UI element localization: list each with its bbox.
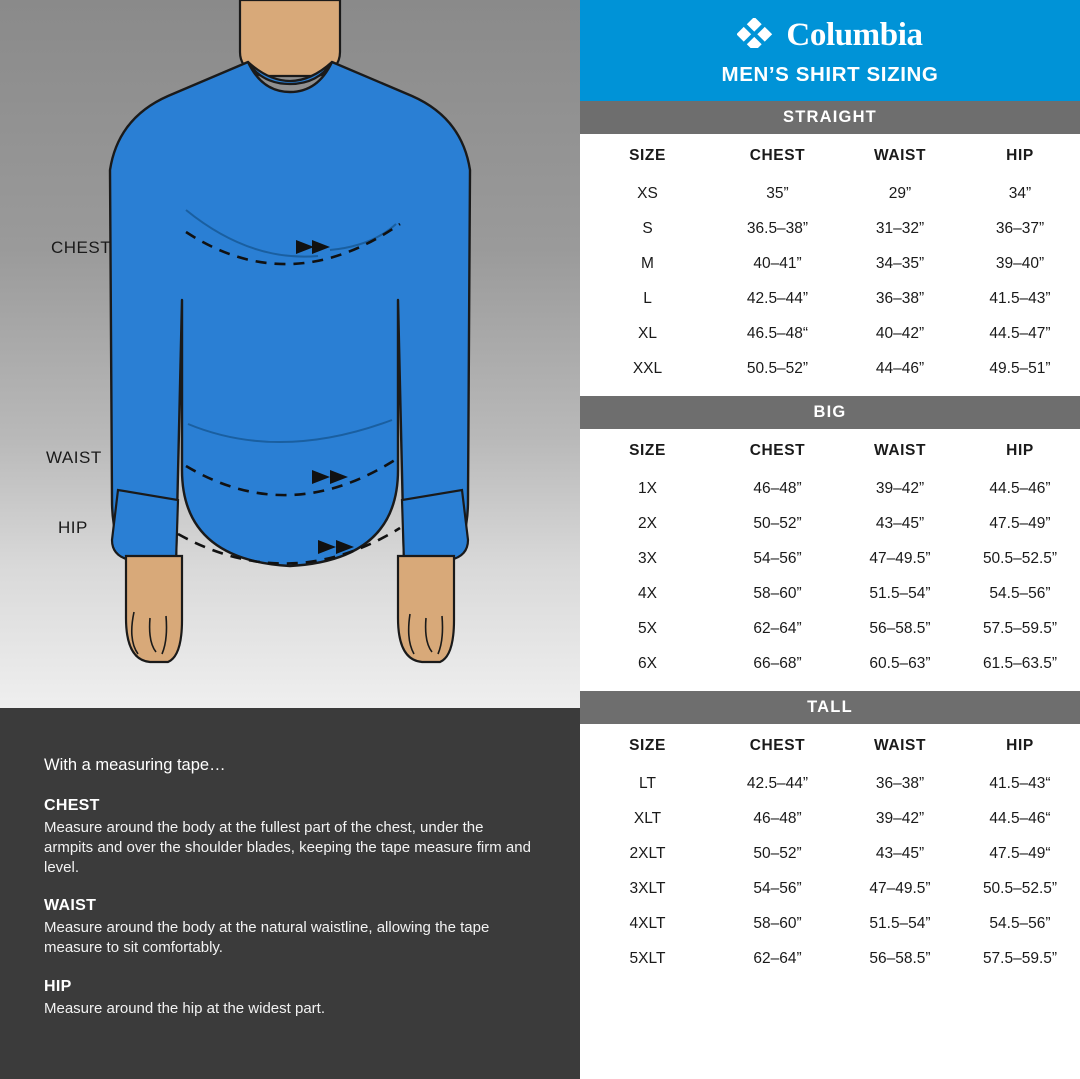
table-row <box>580 941 1080 976</box>
table-tall <box>580 724 1080 976</box>
cell-size: 6X <box>638 654 657 672</box>
chart-subtitle: MEN’S SHIRT SIZING <box>721 63 939 86</box>
table-row <box>580 471 1080 506</box>
cell-size: S <box>642 219 653 237</box>
column-header-waist: WAIST <box>873 442 927 459</box>
column-header-size: SIZE <box>629 737 666 754</box>
cell-waist: 60.5–63” <box>869 654 931 672</box>
cell-chest: 62–64” <box>753 619 802 637</box>
column-header-hip: HIP <box>1006 737 1034 754</box>
instruction-title-chest: CHEST <box>44 797 100 814</box>
waist-measure-label: WAIST <box>46 448 102 467</box>
hip-measure-label: HIP <box>58 518 88 537</box>
cell-hip: 44.5–46“ <box>989 809 1051 827</box>
instruction-title-hip: HIP <box>44 977 72 995</box>
instruction-title-waist: WAIST <box>44 897 97 915</box>
cell-size: 3X <box>638 549 657 567</box>
shirt-figure-svg <box>0 0 580 708</box>
cell-hip: 57.5–59.5” <box>982 619 1058 637</box>
column-header-waist: WAIST <box>873 147 927 164</box>
cell-chest: 50–52” <box>753 844 802 862</box>
table-big-wrap <box>580 429 1080 685</box>
cell-waist: 31–32” <box>875 219 925 237</box>
section-header-tall: TALL <box>580 691 1080 724</box>
cell-hip: 44.5–47” <box>989 324 1051 342</box>
table-row <box>580 541 1080 576</box>
chest-measure-label: CHEST <box>51 238 112 257</box>
brand-header <box>580 0 1080 101</box>
column-header-waist: WAIST <box>873 737 927 754</box>
cell-size: 5XLT <box>629 949 666 967</box>
cell-chest: 62–64” <box>753 949 802 967</box>
brand-name: Columbia <box>786 16 923 53</box>
table-row <box>580 801 1080 836</box>
instruction-text-waist: Measure around the body at the natural waistline, allowing the tape measure to sit comfortably. <box>44 919 490 957</box>
table-straight <box>580 134 1080 386</box>
cell-waist: 44–46” <box>875 359 925 377</box>
section-header-big: BIG <box>580 396 1080 429</box>
cell-hip: 50.5–52.5” <box>982 549 1058 567</box>
cell-size: XXL <box>632 359 663 377</box>
cell-hip: 50.5–52.5” <box>982 879 1058 897</box>
table-row <box>580 506 1080 541</box>
table-row <box>580 766 1080 801</box>
cell-hip: 49.5–51” <box>989 359 1051 377</box>
table-tall-wrap <box>580 724 1080 980</box>
cell-hip: 39–40” <box>995 254 1045 272</box>
column-header-size: SIZE <box>629 147 666 164</box>
instruction-text-chest: Measure around the body at the fullest part of the chest, under the armpits and over the shoulder blades, keeping the tape measure firm and level. <box>44 819 531 876</box>
cell-waist: 36–38” <box>875 774 925 792</box>
table-row <box>580 176 1080 211</box>
cell-size: 2X <box>638 514 657 532</box>
table-header-row <box>580 134 1080 176</box>
cell-waist: 34–35” <box>875 254 925 272</box>
cell-waist: 36–38” <box>875 289 925 307</box>
cell-size: M <box>641 254 654 272</box>
cell-waist: 29” <box>888 184 912 202</box>
column-header-hip: HIP <box>1006 147 1034 164</box>
cell-hip: 54.5–56” <box>989 584 1051 602</box>
cell-chest: 66–68” <box>753 654 802 672</box>
cell-waist: 43–45” <box>875 514 925 532</box>
table-row <box>580 611 1080 646</box>
cell-chest: 54–56” <box>753 879 802 897</box>
table-header-row <box>580 429 1080 471</box>
cell-waist: 51.5–54” <box>869 584 931 602</box>
cell-chest: 42.5–44” <box>746 289 809 307</box>
cell-chest: 50–52” <box>753 514 802 532</box>
table-straight-wrap <box>580 134 1080 390</box>
table-row <box>580 211 1080 246</box>
table-row <box>580 836 1080 871</box>
cell-size: L <box>643 289 652 307</box>
cell-waist: 47–49.5” <box>869 879 931 897</box>
cell-hip: 36–37” <box>995 219 1045 237</box>
cell-size: XLT <box>633 809 662 827</box>
cell-size: LT <box>639 774 656 792</box>
cell-size: 4XLT <box>629 914 666 932</box>
cell-size: XL <box>638 324 657 342</box>
table-header-row <box>580 724 1080 766</box>
table-row <box>580 871 1080 906</box>
section-header-straight: STRAIGHT <box>580 101 1080 134</box>
instruction-text-hip: Measure around the hip at the widest part. <box>44 999 326 1017</box>
cell-chest: 36.5–38” <box>746 219 809 237</box>
column-header-chest: CHEST <box>749 147 806 164</box>
cell-chest: 46–48” <box>753 479 802 497</box>
cell-waist: 39–42” <box>875 479 925 497</box>
column-header-chest: CHEST <box>749 442 806 459</box>
cell-chest: 54–56” <box>753 549 802 567</box>
cell-hip: 41.5–43“ <box>989 774 1051 792</box>
cell-chest: 40–41” <box>753 254 802 272</box>
column-header-hip: HIP <box>1006 442 1034 459</box>
right-panel <box>580 0 1080 1079</box>
columbia-diamond-logo-icon <box>737 18 777 53</box>
cell-chest: 50.5–52” <box>746 359 809 377</box>
measuring-instructions <box>0 708 580 1079</box>
cell-waist: 56–58.5” <box>869 619 931 637</box>
cell-waist: 47–49.5” <box>869 549 931 567</box>
cell-hip: 47.5–49” <box>989 514 1051 532</box>
cell-size: 1X <box>638 479 657 497</box>
cell-chest: 35” <box>766 184 789 202</box>
table-row <box>580 246 1080 281</box>
cell-hip: 47.5–49“ <box>989 844 1051 862</box>
shirt-illustration <box>0 0 580 708</box>
cell-hip: 54.5–56” <box>989 914 1051 932</box>
cell-waist: 56–58.5” <box>869 949 931 967</box>
table-row <box>580 351 1080 386</box>
cell-waist: 39–42” <box>875 809 925 827</box>
cell-size: 2XLT <box>629 844 666 862</box>
cell-size: XS <box>637 184 658 202</box>
table-row <box>580 906 1080 941</box>
column-header-size: SIZE <box>629 442 666 459</box>
table-row <box>580 316 1080 351</box>
cell-hip: 34” <box>1008 184 1032 202</box>
cell-waist: 43–45” <box>875 844 925 862</box>
cell-chest: 58–60” <box>753 914 802 932</box>
cell-waist: 51.5–54” <box>869 914 931 932</box>
cell-waist: 40–42” <box>875 324 925 342</box>
cell-hip: 41.5–43” <box>989 289 1051 307</box>
cell-chest: 46.5–48“ <box>746 324 809 342</box>
table-big <box>580 429 1080 681</box>
table-row <box>580 281 1080 316</box>
column-header-chest: CHEST <box>749 737 806 754</box>
cell-size: 5X <box>638 619 657 637</box>
cell-chest: 58–60” <box>753 584 802 602</box>
cell-hip: 44.5–46” <box>989 479 1051 497</box>
cell-chest: 46–48” <box>753 809 802 827</box>
cell-hip: 57.5–59.5” <box>982 949 1058 967</box>
table-row <box>580 646 1080 681</box>
cell-size: 4X <box>638 584 657 602</box>
table-row <box>580 576 1080 611</box>
instructions-intro: With a measuring tape… <box>44 756 226 774</box>
cell-size: 3XLT <box>629 879 666 897</box>
cell-hip: 61.5–63.5” <box>982 654 1058 672</box>
cell-chest: 42.5–44” <box>746 774 809 792</box>
